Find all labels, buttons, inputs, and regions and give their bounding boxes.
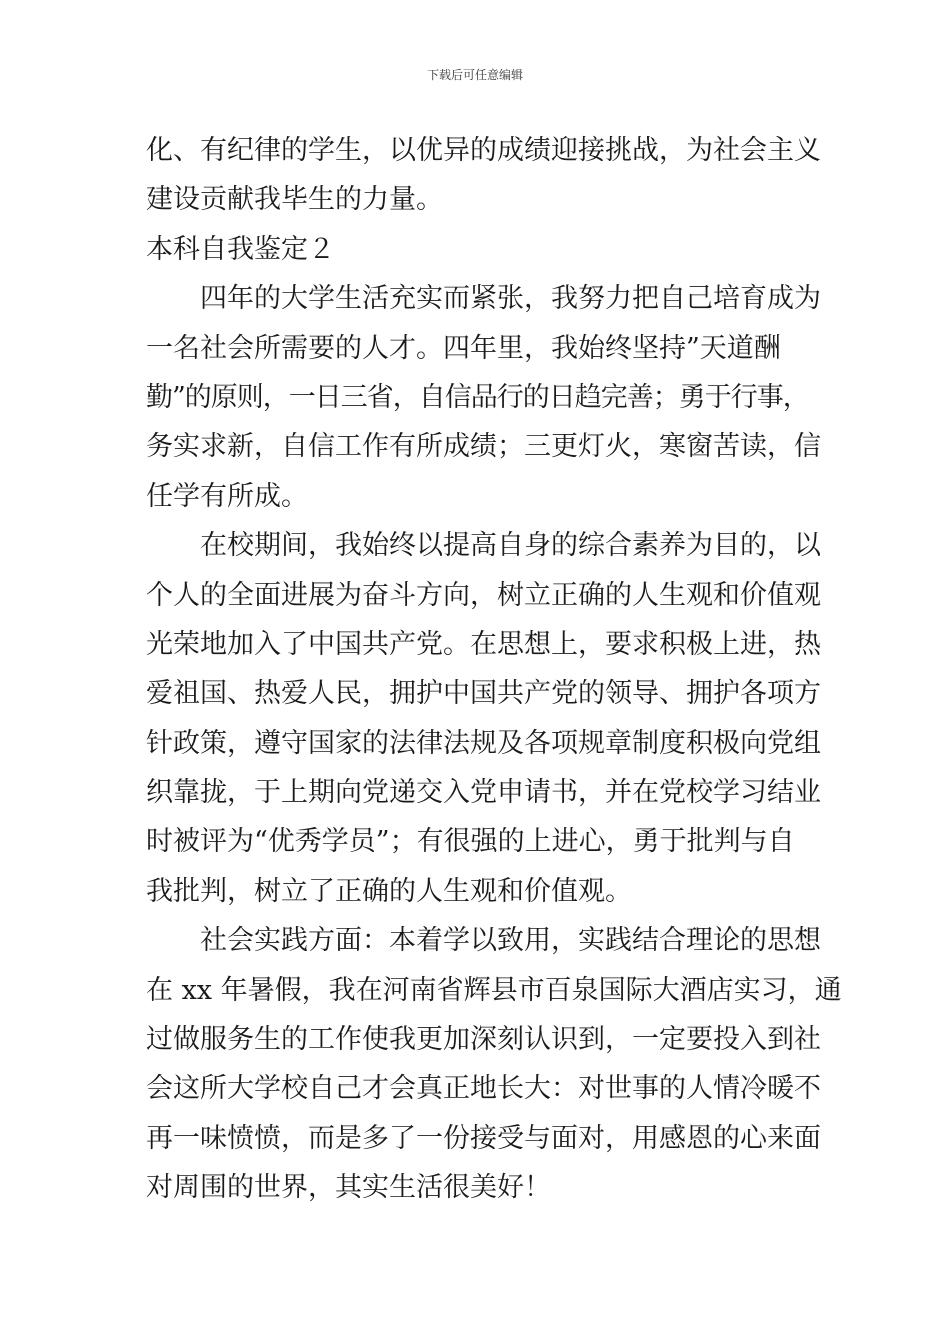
text-line: 时被评为“优秀学员”；有很强的上进心，勇于批判与自 xyxy=(146,826,795,858)
text-line: 我批判，树立了正确的人生观和价值观。 xyxy=(146,875,632,907)
text-line: 过做服务生的工作使我更加深刻认识到，一定要投入到社 xyxy=(146,1024,821,1056)
text-line: 务实求新，自信工作有所成绩；三更灯火，寒窗苦读，信 xyxy=(146,431,821,463)
text-line: 化、有纪律的学生，以优异的成绩迎接挑战，为社会主义 xyxy=(146,135,821,166)
text-line: 再一味愤愤，而是多了一份接受与面对，用感恩的心来面 xyxy=(146,1122,821,1154)
text-line: 建设贡献我毕生的力量。 xyxy=(146,184,443,216)
text-line: 对周围的世界，其实生活很美好！ xyxy=(146,1172,551,1204)
text-line: 一名社会所需要的人才。四年里，我始终坚持”天道酬 xyxy=(146,332,781,364)
text-line: 织靠拢，于上期向党递交入党申请书，并在党校学习结业 xyxy=(146,777,821,809)
paragraph-first-line: 社会实践方面：本着学以致用，实践结合理论的思想 xyxy=(200,925,821,957)
text-line: 勤”的原则，一日三省，自信品行的日趋完善；勇于行事， xyxy=(146,381,809,413)
text-line: 针政策，遵守国家的法律法规及各项规章制度积极向党组 xyxy=(146,727,821,759)
page-header: 下载后可任意编辑 xyxy=(426,68,523,82)
paragraph-first-line: 在校期间，我始终以提高自身的综合素养为目的，以 xyxy=(200,530,821,562)
text-line: 任学有所成。 xyxy=(146,480,308,512)
section-heading: 本科自我鉴定２ xyxy=(146,233,335,265)
text-line: 光荣地加入了中国共产党。在思想上，要求积极上进，热 xyxy=(146,628,821,660)
text-line: 在 xx 年暑假，我在河南省辉县市百泉国际大酒店实习，通 xyxy=(146,974,842,1006)
text-line: 会这所大学校自己才会真正地长大：对世事的人情冷暖不 xyxy=(146,1073,821,1105)
paragraph-first-line: 四年的大学生活充实而紧张，我努力把自己培育成为 xyxy=(200,283,821,315)
document-body xyxy=(146,126,842,1213)
text-line: 爱祖国、热爱人民，拥护中国共产党的领导、拥护各项方 xyxy=(146,678,821,710)
text-line: 个人的全面进展为奋斗方向，树立正确的人生观和价值观 xyxy=(146,579,821,611)
